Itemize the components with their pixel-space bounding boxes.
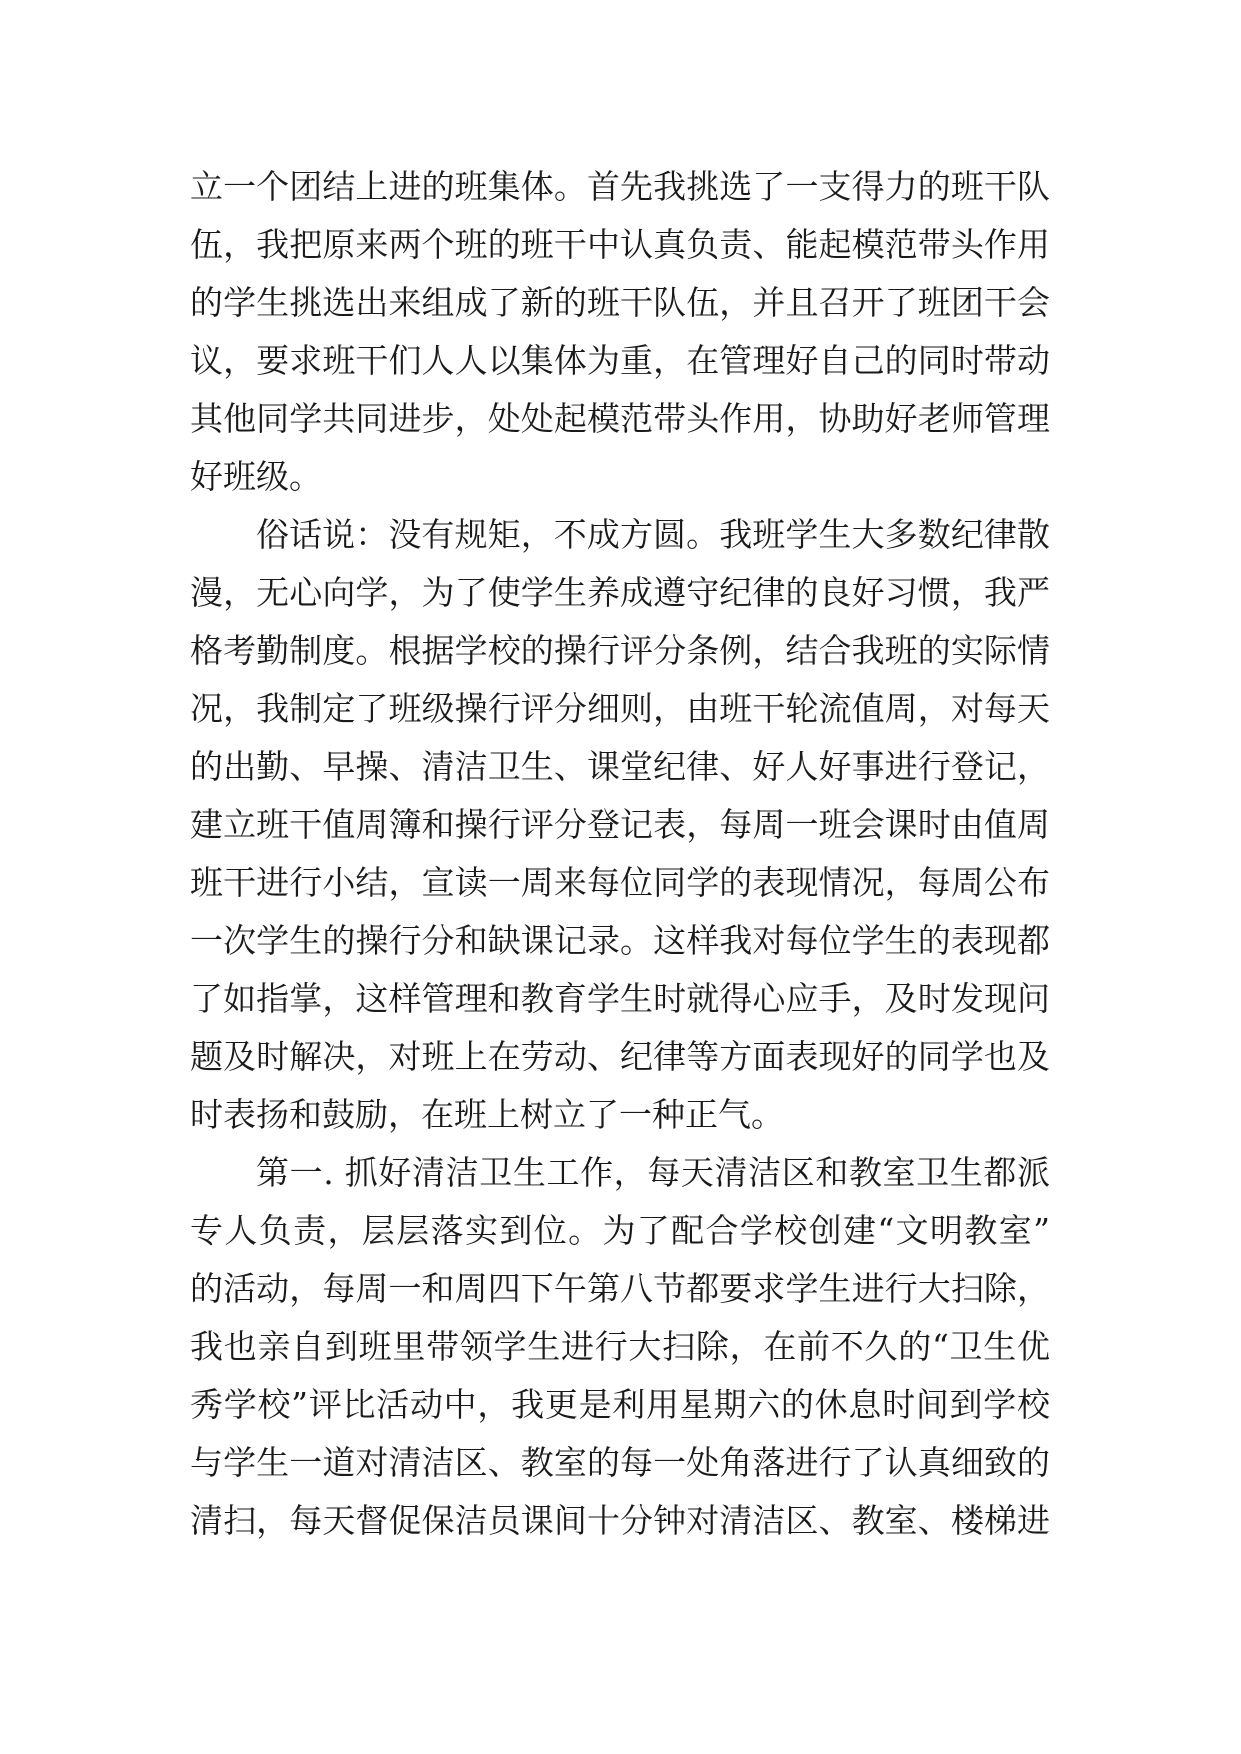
text-line: 好班级。 [190,457,322,496]
text-line: 清扫，每天督促保洁员课间十分钟对清洁区、教室、楼梯进 [190,1501,1050,1540]
text-line: 一次学生的操行分和缺课记录。这样我对每位学生的表现都 [190,921,1050,960]
text-line: 议，要求班干们人人以集体为重，在管理好自己的同时带动 [190,341,1050,380]
text-line: 第一. 抓好清洁卫生工作，每天清洁区和教室卫生都派 [256,1153,1050,1192]
text-line: 的活动，每周一和周四下午第八节都要求学生进行大扫除， [190,1269,1050,1308]
paragraph-discipline [190,506,1050,1144]
text-line: 的学生挑选出来组成了新的班干队伍，并且召开了班团干会 [190,283,1050,322]
document-body [190,158,1050,1550]
text-line: 伍，我把原来两个班的班干中认真负责、能起模范带头作用 [190,225,1050,264]
text-line: 秀学校”评比活动中，我更是利用星期六的休息时间到学校 [190,1385,1050,1424]
text-line: 班干进行小结，宣读一周来每位同学的表现情况，每周公布 [190,863,1050,902]
text-line: 了如指掌，这样管理和教育学生时就得心应手，及时发现问 [190,979,1050,1018]
text-line: 漫，无心向学，为了使学生养成遵守纪律的良好习惯，我严 [190,573,1050,612]
text-line: 时表扬和鼓励，在班上树立了一种正气。 [190,1095,784,1134]
text-line: 格考勤制度。根据学校的操行评分条例，结合我班的实际情 [190,631,1050,670]
text-line: 与学生一道对清洁区、教室的每一处角落进行了认真细致的 [190,1443,1050,1482]
text-line: 其他同学共同进步，处处起模范带头作用，协助好老师管理 [190,399,1050,438]
text-line: 我也亲自到班里带领学生进行大扫除，在前不久的“卫生优 [190,1327,1050,1366]
text-line: 的出勤、早操、清洁卫生、课堂纪律、好人好事进行登记， [190,747,1050,786]
text-line: 建立班干值周簿和操行评分登记表，每周一班会课时由值周 [190,805,1050,844]
text-line: 俗话说：没有规矩，不成方圆。我班学生大多数纪律散 [256,515,1050,554]
paragraph-class-collective [190,158,1050,506]
text-line: 立一个团结上进的班集体。首先我挑选了一支得力的班干队 [190,167,1050,206]
text-line: 况，我制定了班级操行评分细则，由班干轮流值周，对每天 [190,689,1050,728]
paragraph-cleaning [190,1144,1050,1550]
text-line: 题及时解决，对班上在劳动、纪律等方面表现好的同学也及 [190,1037,1050,1076]
text-line: 专人负责，层层落实到位。为了配合学校创建“文明教室” [190,1211,1050,1250]
